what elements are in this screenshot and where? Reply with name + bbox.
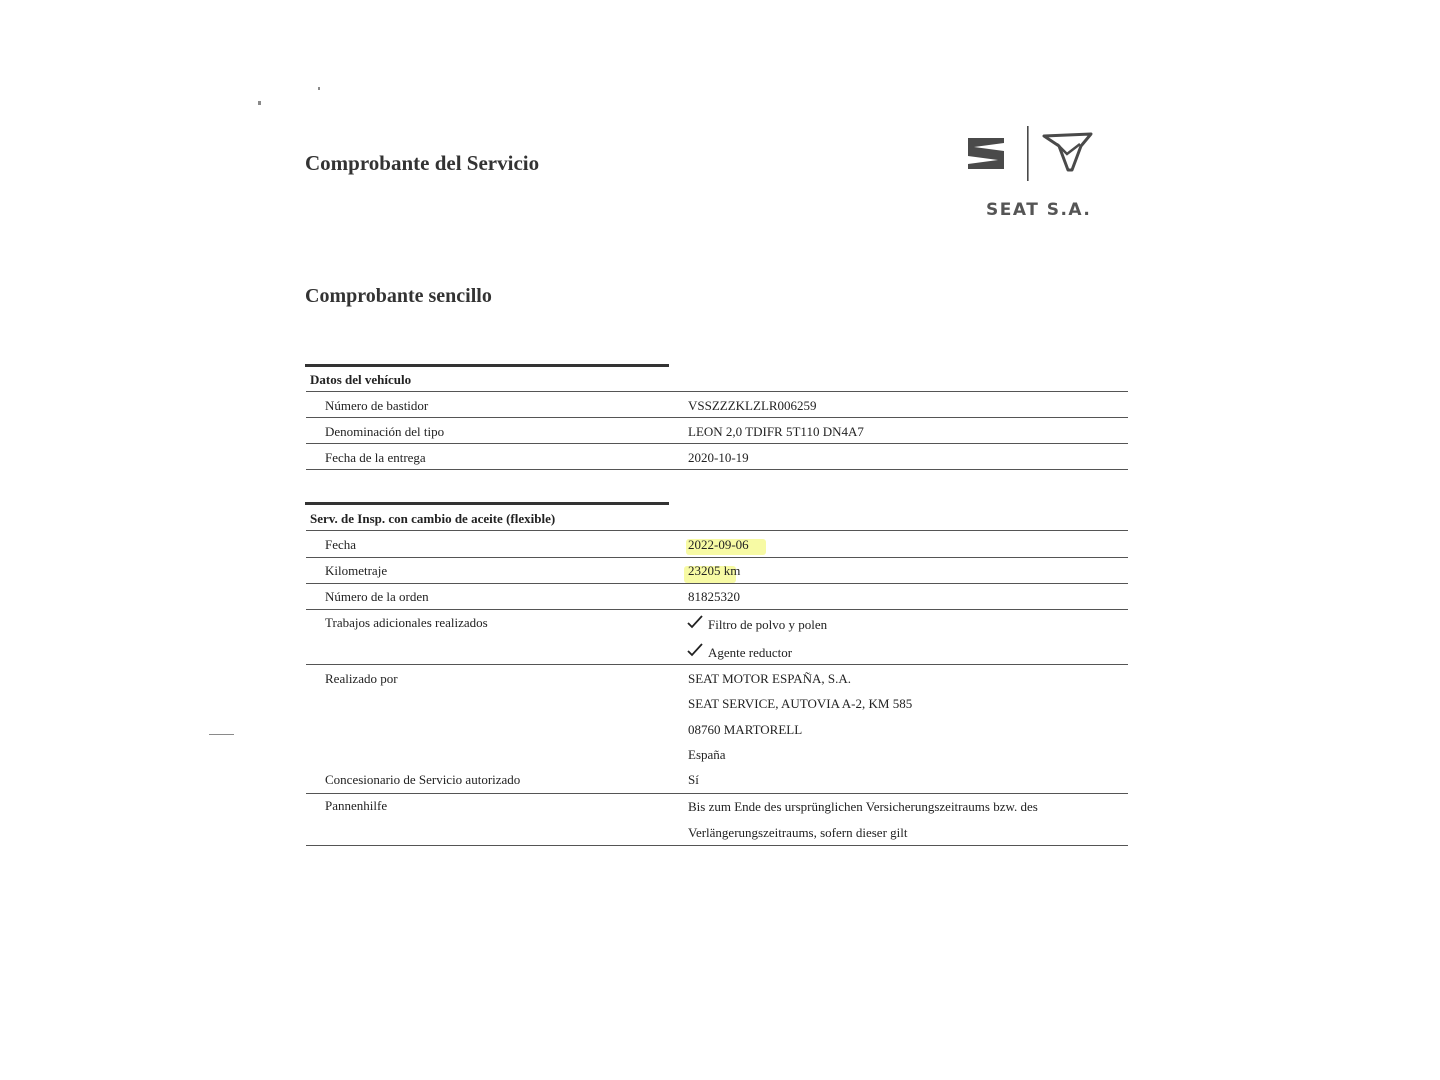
divider [306,609,1128,610]
authorized-dealer-value: Sí [688,772,699,787]
service-section-heading: Serv. de Insp. con cambio de aceite (flexible) [310,511,556,526]
document-subtitle: Comprobante sencillo [305,285,492,307]
performed-by-label: Realizado por [325,671,398,686]
divider [306,664,1128,665]
divider [306,443,1128,444]
extra-work-item: Agente reductor [708,645,793,660]
service-date-label: Fecha [325,537,357,552]
divider [306,557,1128,558]
brand-logo [960,124,1100,224]
section-bar-vehicle [305,364,669,367]
vin-label: Número de bastidor [325,398,429,413]
divider [306,469,1128,470]
checkmark-icon [686,642,704,658]
divider [306,845,1128,846]
vehicle-section-heading: Datos del vehículo [310,372,412,387]
breakdown-assistance-line: Verlängerungszeitraums, sofern dieser gilt [688,825,908,840]
delivery-date-label: Fecha de la entrega [325,450,426,465]
service-date-value: 2022-09-06 [688,537,749,552]
divider [306,391,1128,392]
brand-name: SEAT S.A. [986,200,1092,220]
scan-speck [258,101,261,105]
performed-by-line: 08760 MARTORELL [688,722,803,737]
scan-dash [209,734,234,735]
divider [306,583,1128,584]
order-number-label: Número de la orden [325,589,429,604]
type-label: Denominación del tipo [325,424,445,439]
type-value: LEON 2,0 TDIFR 5T110 DN4A7 [688,424,864,439]
section-bar-service [305,502,669,505]
breakdown-assistance-line: Bis zum Ende des ursprünglichen Versicherungszeitraums bzw. des [688,799,1038,814]
checkmark-icon [686,614,704,630]
document-title: Comprobante del Servicio [305,151,540,175]
breakdown-assistance-label: Pannenhilfe [325,798,388,813]
mileage-label: Kilometraje [325,563,388,578]
performed-by-line: SEAT SERVICE, AUTOVIA A-2, KM 585 [688,696,913,711]
mileage-value: 23205 km [688,563,741,578]
seat-cupra-logo-icon [960,124,1100,194]
performed-by-line: SEAT MOTOR ESPAÑA, S.A. [688,671,852,686]
order-number-value: 81825320 [688,589,740,604]
performed-by-line: España [688,747,726,762]
divider [306,530,1128,531]
authorized-dealer-label: Concesionario de Servicio autorizado [325,772,521,787]
extra-work-label: Trabajos adicionales realizados [325,615,488,630]
extra-work-item: Filtro de polvo y polen [708,617,828,632]
delivery-date-value: 2020-10-19 [688,450,749,465]
divider [306,417,1128,418]
scan-speck [318,87,320,90]
vin-value: VSSZZZKLZLR006259 [688,398,817,413]
divider [306,793,1128,794]
